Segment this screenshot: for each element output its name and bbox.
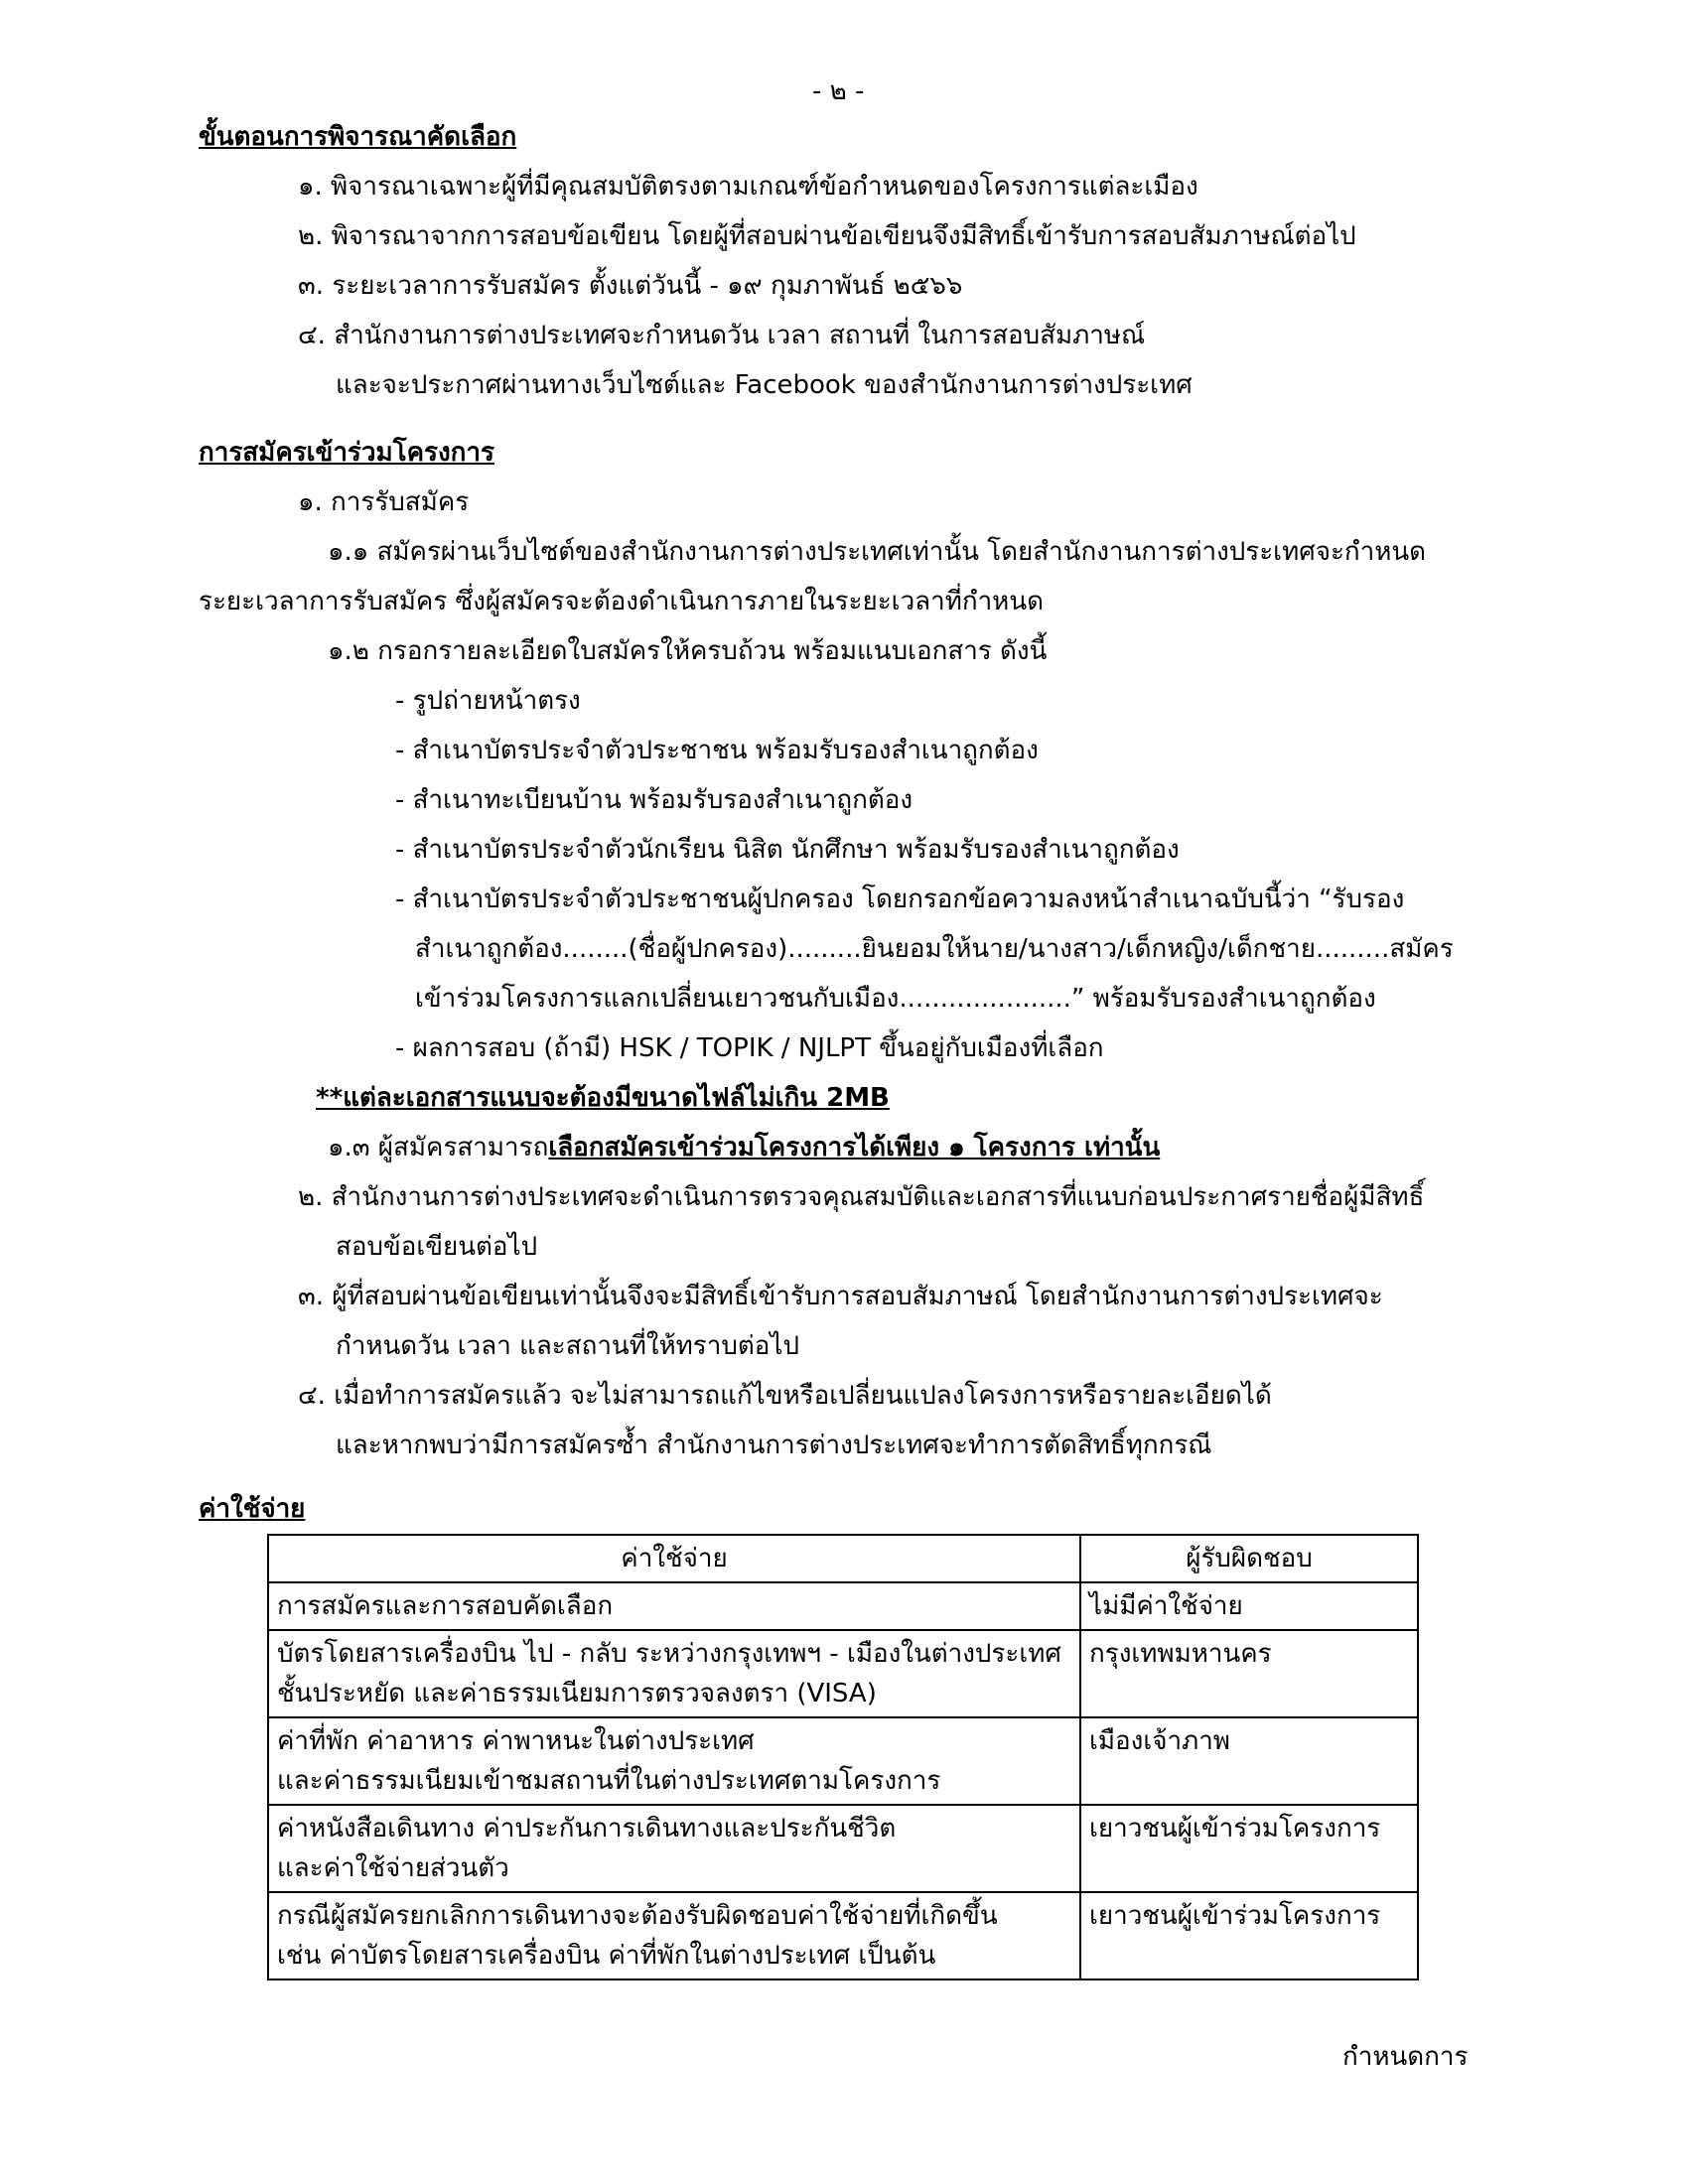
doc-item-4: - สำเนาบัตรประจำตัวนักเรียน นิสิต นักศึกษา พร้อมรับรองสำเนาถูกต้อง	[395, 835, 1180, 865]
selection-item-4: ๔. สำนักงานการต่างประเทศจะกำหนดวัน เวลา สถานที่ ในการสอบสัมภาษณ์	[298, 321, 1146, 350]
selection-item-4-cont: และจะประกาศผ่านทางเว็บไซต์และ Facebook ของสำนักงานการต่างประเทศ	[336, 370, 1193, 400]
selection-item-3: ๓. ระยะเวลาการรับสมัคร ตั้งแต่วันนี้ - ๑๙ กุมภาพันธ์ ๒๕๖๖	[298, 271, 963, 301]
table-row	[268, 1892, 1418, 1979]
cost-item-line: บัตรโดยสารเครื่องบิน ไป - กลับ ระหว่างกรุงเทพฯ - เมืองในต่างประเทศ	[277, 1639, 1061, 1669]
application-item-2: ๒. สำนักงานการต่างประเทศจะดำเนินการตรวจคุณสมบัติและเอกสารที่แนบก่อนประกาศรายชื่อผู้มีสิทธิ์	[298, 1182, 1425, 1212]
cost-item	[268, 1630, 1080, 1717]
cost-item-line: กรณีผู้สมัครยกเลิกการเดินทางจะต้องรับผิดชอบค่าใช้จ่ายที่เกิดขึ้น	[277, 1901, 998, 1931]
cost-item-line: การสมัครและการสอบคัดเลือก	[277, 1591, 614, 1621]
next-page-catchword: กำหนดการ	[1342, 2042, 1469, 2072]
table-row	[268, 1805, 1418, 1892]
cost-party: กรุงเทพมหานคร	[1080, 1630, 1418, 1717]
cost-item-line: ค่าหนังสือเดินทาง ค่าประกันการเดินทางและประกันชีวิต	[277, 1814, 897, 1843]
selection-item-1: ๑. พิจารณาเฉพาะผู้ที่มีคุณสมบัติตรงตามเกณฑ์ข้อกำหนดของโครงการแต่ละเมือง	[298, 172, 1198, 202]
item-1-3-prefix: ๑.๓ ผู้สมัครสามารถ	[328, 1133, 549, 1162]
cost-party: ไม่มีค่าใช้จ่าย	[1080, 1582, 1418, 1630]
doc-item-2: - สำเนาบัตรประจำตัวประชาชน พร้อมรับรองสำเนาถูกต้อง	[395, 736, 1039, 765]
application-item-1: ๑. การรับสมัคร	[298, 487, 470, 517]
application-item-1-2: ๑.๒ กรอกรายละเอียดใบสมัครให้ครบถ้วน พร้อมแนบเอกสาร ดังนี้	[328, 636, 1048, 666]
application-item-1-1: ๑.๑ สมัครผ่านเว็บไซต์ของสำนักงานการต่างประเทศเท่านั้น โดยสำนักงานการต่างประเทศจะกำหนด	[328, 537, 1427, 567]
cost-party: เยาวชนผู้เข้าร่วมโครงการ	[1080, 1805, 1418, 1892]
doc-item-6: - ผลการสอบ (ถ้ามี) HSK / TOPIK / NJLPT ขึ้นอยู่กับเมืองที่เลือก	[395, 1033, 1104, 1063]
selection-item-2: ๒. พิจารณาจากการสอบข้อเขียน โดยผู้ที่สอบผ่านข้อเขียนจึงมีสิทธิ์เข้ารับการสอบสัมภาษณ์ต่อไป	[298, 221, 1356, 251]
doc-item-5-cont-2: เข้าร่วมโครงการแลกเปลี่ยนเยาวชนกับเมือง.....................” พร้อมรับรองสำเนาถูกต้อง	[415, 984, 1376, 1014]
cost-item	[268, 1717, 1080, 1805]
application-item-4: ๔. เมื่อทำการสมัครแล้ว จะไม่สามารถแก้ไขหรือเปลี่ยนแปลงโครงการหรือรายละเอียดได้	[298, 1381, 1272, 1411]
cost-item-line: ชั้นประหยัด และค่าธรรมเนียมการตรวจลงตรา (VISA)	[277, 1679, 877, 1708]
cost-item-line: และค่าธรรมเนียมเข้าชมสถานที่ในต่างประเทศตามโครงการ	[277, 1766, 941, 1796]
cost-party: เมืองเจ้าภาพ	[1080, 1717, 1418, 1805]
table-row	[268, 1582, 1418, 1630]
costs-heading: ค่าใช้จ่าย	[199, 1494, 306, 1524]
costs-table	[267, 1534, 1419, 1980]
costs-header-expense: ค่าใช้จ่าย	[268, 1535, 1080, 1582]
application-item-1-3	[328, 1128, 1160, 1167]
cost-item	[268, 1892, 1080, 1979]
application-item-3-cont: กำหนดวัน เวลา และสถานที่ให้ทราบต่อไป	[336, 1331, 799, 1361]
doc-item-3: - สำเนาทะเบียนบ้าน พร้อมรับรองสำเนาถูกต้อง	[395, 785, 914, 815]
doc-item-5-cont-1: สำเนาถูกต้อง........(ชื่อผู้ปกครอง).........ยินยอมให้นาย/นางสาว/เด็กหญิง/เด็กชาย.........สมัคร	[415, 934, 1454, 964]
table-row	[268, 1630, 1418, 1717]
application-item-4-cont: และหากพบว่ามีการสมัครซ้ำ สำนักงานการต่างประเทศจะทำการตัดสิทธิ์ทุกกรณี	[336, 1431, 1212, 1460]
costs-header-responsible: ผู้รับผิดชอบ	[1080, 1535, 1418, 1582]
selection-heading: ขั้นตอนการพิจารณาคัดเลือก	[199, 122, 517, 152]
cost-item	[268, 1582, 1080, 1630]
filesize-note: **แต่ละเอกสารแนบจะต้องมีขนาดไฟล์ไม่เกิน 2MB	[316, 1083, 890, 1113]
cost-party: เยาวชนผู้เข้าร่วมโครงการ	[1080, 1892, 1418, 1979]
application-item-1-1-cont: ระยะเวลาการรับสมัคร ซึ่งผู้สมัครจะต้องดำเนินการภายในระยะเวลาที่กำหนด	[199, 587, 1044, 616]
item-1-3-emphasis: เลือกสมัครเข้าร่วมโครงการได้เพียง ๑ โครงการ เท่านั้น	[548, 1133, 1161, 1162]
cost-item	[268, 1805, 1080, 1892]
table-row	[268, 1717, 1418, 1805]
doc-item-1: - รูปถ่ายหน้าตรง	[395, 686, 581, 716]
doc-item-5: - สำเนาบัตรประจำตัวประชาชนผู้ปกครอง โดยกรอกข้อความลงหน้าสำเนาฉบับนี้ว่า “รับรอง	[395, 885, 1405, 914]
application-item-2-cont: สอบข้อเขียนต่อไป	[336, 1232, 538, 1262]
cost-item-line: และค่าใช้จ่ายส่วนตัว	[277, 1853, 509, 1883]
page-number: - ๒ -	[812, 76, 865, 106]
application-heading: การสมัครเข้าร่วมโครงการ	[199, 438, 494, 468]
application-item-3: ๓. ผู้ที่สอบผ่านข้อเขียนเท่านั้นจึงจะมีสิทธิ์เข้ารับการสอบสัมภาษณ์ โดยสำนักงานการต่างประเทศจะ	[298, 1282, 1383, 1311]
cost-item-line: เช่น ค่าบัตรโดยสารเครื่องบิน ค่าที่พักในต่างประเทศ เป็นต้น	[277, 1941, 936, 1971]
costs-table-header-row	[268, 1535, 1418, 1582]
cost-item-line: ค่าที่พัก ค่าอาหาร ค่าพาหนะในต่างประเทศ	[277, 1726, 755, 1756]
